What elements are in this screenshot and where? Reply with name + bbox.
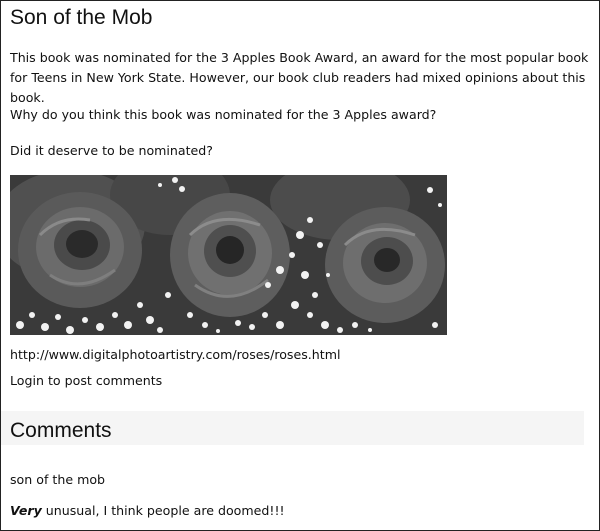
page-title: Son of the Mob [10, 6, 153, 29]
rose-middle [170, 193, 290, 317]
comments-heading: Comments [10, 419, 112, 442]
intro-paragraph: This book was nominated for the 3 Apples Book Award, an award for the most popular book for Teens in New York State. However, our book club readers had mixed opinions about this book. [10, 50, 589, 105]
comment-emphasis: Very [10, 503, 42, 518]
question-paragraph-2: Did it deserve to be nominated? [10, 143, 213, 158]
roses-image [10, 175, 447, 335]
comment-subject[interactable]: son of the mob [10, 472, 106, 487]
question-paragraph: Why do you think this book was nominated for the 3 Apples award? [10, 107, 437, 122]
login-to-comment-link[interactable]: Login to post comments [10, 373, 163, 388]
comment-body [10, 501, 285, 521]
rose-left [18, 192, 142, 308]
rose-right [325, 207, 445, 323]
comment-body-text: unusual, I think people are doomed!!! [41, 503, 285, 518]
image-source-url: http://www.digitalphotoartistry.com/roses/roses.html [10, 347, 341, 362]
